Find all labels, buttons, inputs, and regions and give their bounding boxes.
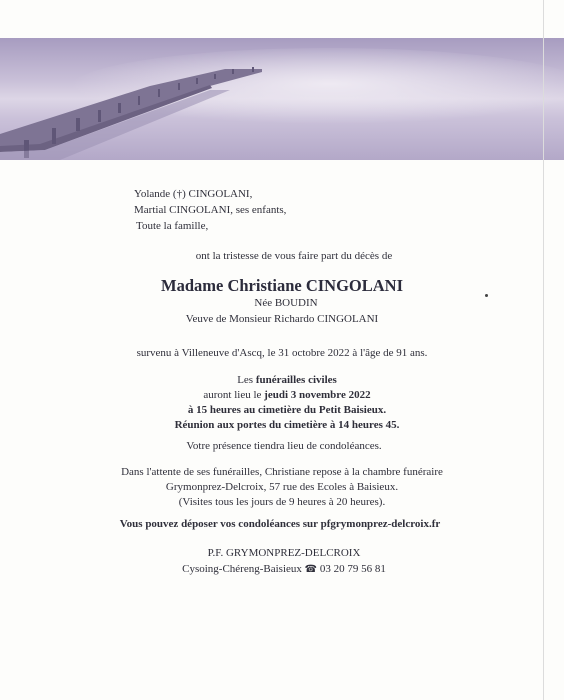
funeral-line-2-text: auront lieu le [203, 389, 265, 401]
funeral-meeting-text: Réunion aux portes du cimetière à 14 heures 45. [174, 419, 400, 431]
presence-note: Votre présence tiendra lieu de condoléances. [186, 440, 382, 452]
funeral-details [5, 373, 564, 433]
funeral-home-name: P.F. GRYMONPREZ-DELCROIX [207, 547, 361, 559]
funeral-type: funérailles civiles [255, 374, 337, 386]
widow-of: Veuve de Monsieur Richardo CINGOLANI [185, 313, 379, 325]
deceased-name: Madame Christiane CINGOLANI [161, 276, 403, 295]
family-line-1: Yolande (†) CINGOLANI, [134, 188, 253, 200]
phone-icon: ☎ [304, 564, 318, 575]
funeral-home-location: Cysoing-Chéreng-Baisieux [182, 563, 302, 575]
family-list [134, 186, 286, 234]
funeral-line-1 [5, 373, 564, 388]
funeral-line-1-text: Les [237, 374, 256, 386]
condolences-notice: Vous pouvez déposer vos condoléances sur pfgrymonprez-delcroix.fr [119, 518, 441, 530]
maiden-name: Née BOUDIN [254, 297, 318, 309]
funeral-home-contact [2, 561, 564, 578]
resting-line-3: (Visites tous les jours de 9 heures à 20 heures). [178, 496, 386, 508]
death-details: survenu à Villeneuve d'Ascq, le 31 octobre 2022 à l'âge de 91 ans. [136, 347, 428, 359]
resting-place-info [0, 465, 564, 510]
resting-line-1: Dans l'attente de ses funérailles, Christiane repose à la chambre funéraire [121, 466, 443, 478]
resting-line-2: Grymonprez-Delcroix, 57 rue des Ecoles à Baisieux. [165, 481, 399, 493]
funeral-time-place [5, 403, 564, 418]
announcement-intro: ont la tristesse de vous faire part du décès de [195, 250, 393, 262]
funeral-date: jeudi 3 novembre 2022 [264, 389, 371, 401]
page-edge [543, 0, 544, 700]
funeral-home-phone: 03 20 79 56 81 [319, 563, 386, 575]
lake-jetty-illustration [0, 38, 564, 160]
family-line-3: Toute la famille, [136, 220, 209, 232]
family-line-2: Martial CINGOLANI, ses enfants, [134, 204, 287, 216]
jetty-banner-image [0, 38, 564, 160]
funeral-time-place-text: à 15 heures au cimetière du Petit Baisieux. [187, 404, 387, 416]
funeral-meeting [5, 418, 564, 433]
funeral-home-block [2, 545, 564, 578]
ink-speck [485, 294, 488, 297]
funeral-line-2 [5, 388, 564, 403]
